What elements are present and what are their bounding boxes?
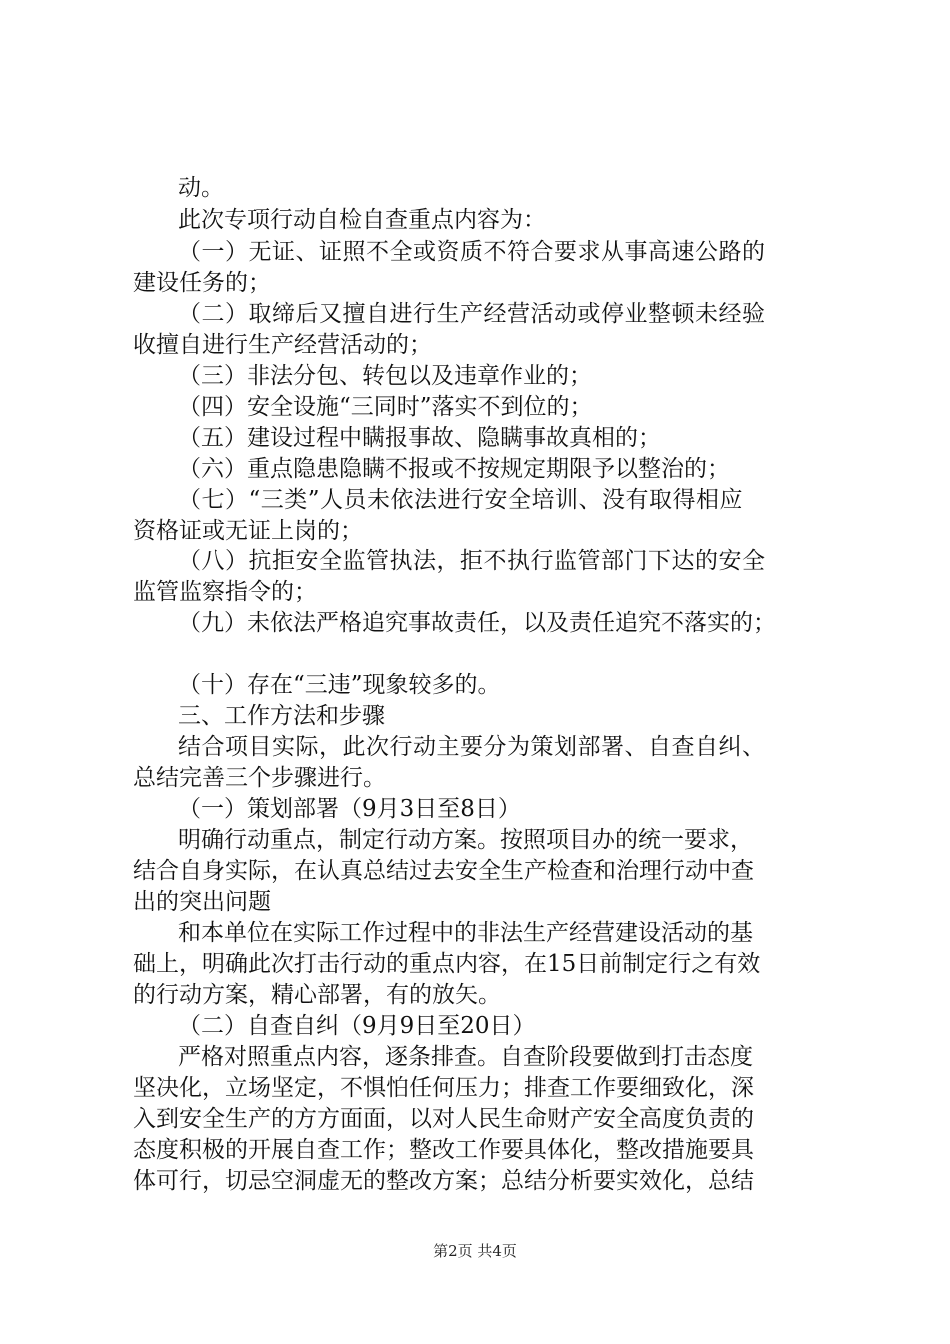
section-heading: 三、工作方法和步骤 (178, 703, 385, 729)
text-line: 出的突出问题 (133, 889, 271, 915)
text-line: 态度积极的开展自查工作；整改工作要具体化，整改措施要具 (133, 1137, 754, 1163)
subsection-heading: （一）策划部署（9月3日至8日） (178, 796, 521, 822)
text-line: 此次专项行动自检自查重点内容为： (178, 207, 546, 233)
text-line: 总结完善三个步骤进行。 (133, 765, 386, 791)
page-number-footer: 第2页 共4页 (433, 1242, 517, 1260)
text-line: 明确行动重点，制定行动方案。按照项目办的统一要求， (178, 827, 753, 853)
subsection-heading: （二）自查自纠（9月9日至20日） (178, 1013, 536, 1039)
text-line: （四）安全设施“三同时”落实不到位的； (178, 394, 593, 420)
text-line: （三）非法分包、转包以及违章作业的； (178, 363, 592, 389)
text-line: 础上，明确此次打击行动的重点内容，在15日前制定行之有效 (133, 951, 761, 977)
text-line: （二）取缔后又擅自进行生产经营活动或停业整顿未经验 (178, 301, 766, 327)
text-line: 体可行，切忌空洞虚无的整改方案；总结分析要实效化，总结 (133, 1168, 754, 1194)
text-line: 结合项目实际，此次行动主要分为策划部署、自查自纠、 (178, 734, 766, 760)
text-line: （十）存在“三违”现象较多的。 (178, 672, 501, 698)
text-line: 收擅自进行生产经营活动的； (133, 332, 432, 358)
text-line: 严格对照重点内容，逐条排查。自查阶段要做到打击态度 (178, 1044, 753, 1070)
text-line: 建设任务的； (133, 270, 271, 296)
text-line: （七）“三类”人员未依法进行安全培训、没有取得相应 (178, 487, 744, 513)
text-line: 坚决化，立场坚定，不惧怕任何压力；排查工作要细致化，深 (133, 1075, 754, 1101)
text-line: （九）未依法严格追究事故责任，以及责任追究不落实的； (178, 610, 776, 636)
text-line: （一）无证、证照不全或资质不符合要求从事高速公路的 (178, 239, 766, 265)
text-line: （八）抗拒安全监管执法，拒不执行监管部门下达的安全 (178, 548, 766, 574)
text-line: 动。 (178, 175, 224, 201)
text-line: 结合自身实际，在认真总结过去安全生产检查和治理行动中查 (133, 858, 754, 884)
text-line: 资格证或无证上岗的； (133, 518, 363, 544)
text-line: 的行动方案，精心部署，有的放矢。 (133, 982, 501, 1008)
text-line: （五）建设过程中瞒报事故、隐瞒事故真相的； (178, 425, 661, 451)
text-line: 和本单位在实际工作过程中的非法生产经营建设活动的基 (178, 920, 753, 946)
text-line: （六）重点隐患隐瞒不报或不按规定期限予以整治的； (178, 456, 730, 482)
text-line: 入到安全生产的方方面面，以对人民生命财产安全高度负责的 (133, 1106, 754, 1132)
text-line: 监管监察指令的； (133, 579, 317, 605)
